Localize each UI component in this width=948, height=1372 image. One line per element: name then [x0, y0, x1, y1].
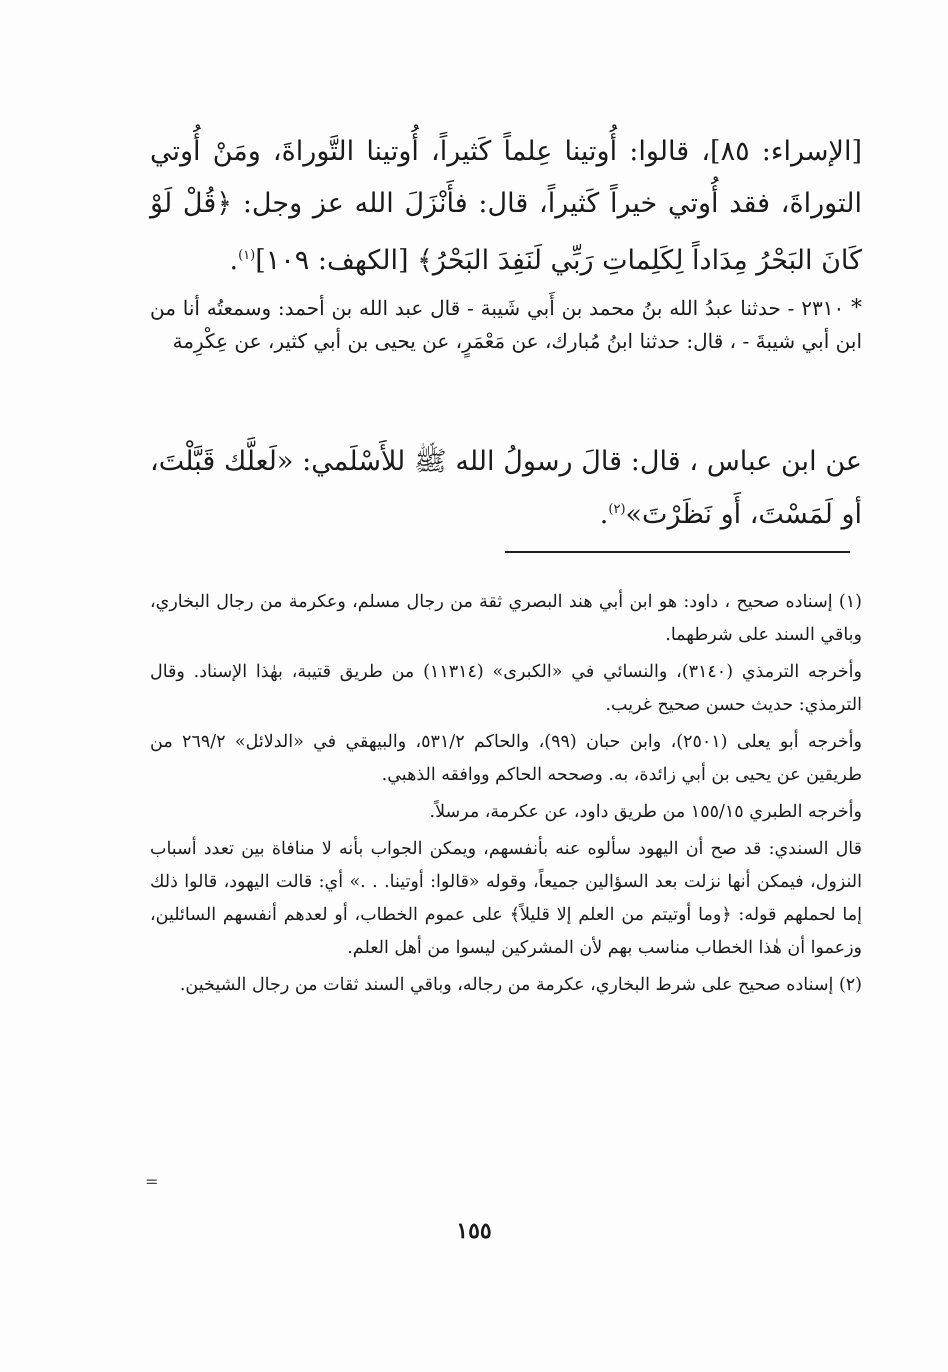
- hadith-end: .: [599, 499, 609, 530]
- footnote-item: وأخرجه الترمذي (٣١٤٠)، والنسائي في «الكبرى» (١١٣١٤) من طريق قتيبة، بهٰذا الإسناد. وقال الترمذي: حديث حسن صحيح غريب.: [150, 662, 862, 715]
- hadith-matn: عن ابن عباس ، قال: قالَ رسولُ الله ﷺ للأَسْلَمي: «لَعلَّك قَبَّلْتَ، أو لَمَسْتَ، أَو نَظَرْتَ»: [150, 446, 862, 530]
- footnote-ref-2[interactable]: (٢): [608, 502, 626, 517]
- main-paragraph-text: [الإسراء: ٨٥]، قالوا: أُوتينا عِلماً كَثيراً، أُوتينا التَّوراةَ، ومَنْ أُوتي التوراةَ، فقد أُوتي خيراً كَثيراً، قال: فأَنْزَلَ الله عز وجل: ﴿قُلْ لَوْ كَانَ البَحْرُ مِدَاداً لِكَلِماتِ رَبِّي لَنَفِدَ البَحْرُ﴾ [الكهف: ١٠٩]: [150, 136, 862, 276]
- star-marker-icon: *: [851, 296, 863, 321]
- footnote-item: قال السندي: قد صح أن اليهود سألوه عنه بأنفسهم، ويمكن الجواب بأنه لا منافاة بين تعدد أسباب النزول، فيمكن أنها نزلت بعد السؤالين جميعاً، وقوله «قالوا: أوتينا. . .» أي: قالت اليهود، قالوا ذلك إما لحملهم قوله: ﴿وما أوتيتم من العلم إلا قليلاً﴾ على عموم الخطاب، أو لعدهم أنفسهم السائلين، وزعموا أن هٰذا الخطاب مناسب بهم لأن المشركين ليسوا من أهل العلم.: [150, 839, 862, 958]
- page-number: ١٥٥: [456, 1218, 492, 1244]
- footnote-item: (١) إسناده صحيح ، داود: هو ابن أبي هند البصري ثقة من رجال مسلم، وعكرمة من رجال البخاري، وباقي السند على شرطهما.: [150, 592, 862, 645]
- continuation-mark: =: [145, 1172, 159, 1191]
- footnote-ref-1[interactable]: (١): [238, 248, 256, 263]
- main-paragraph-end: .: [229, 245, 239, 276]
- hadith-text: [150, 438, 862, 539]
- footnotes-section: [150, 586, 862, 1002]
- footnote-divider: [505, 551, 850, 553]
- footnote-item: وأخرجه أبو يعلى (٢٥٠١)، وابن حبان (٩٩)، والحاكم ٥٣١/٢، والبيهقي في «الدلائل» ٢٦٩/٢ من طريقين عن يحيى بن أبي زائدة، به. وصححه الحاكم ووافقه الذهبي.: [150, 732, 862, 785]
- main-paragraph: [150, 126, 862, 287]
- hadith-isnad: ٢٣١٠ - حدثنا عبدُ الله بنُ محمد بن أَبي شَيبة - قال عبد الله بن أحمد: وسمعتُه أنا من ابن أبي شيبةَ - ، قال: حدثنا ابنُ مُبارك، عن مَعْمَرٍ، عن يحيى بن أبي كثير، عن عِكْرِمة: [150, 296, 862, 353]
- footnote-item: وأخرجه الطبري ١٥٥/١٥ من طريق داود، عن عكرمة، مرسلاً.: [429, 802, 862, 822]
- footnote-item: (٢) إسناده صحيح على شرط البخاري، عكرمة من رجاله، وباقي السند ثقات من رجال الشيخين.: [179, 975, 862, 995]
- hadith-intro: [150, 292, 862, 358]
